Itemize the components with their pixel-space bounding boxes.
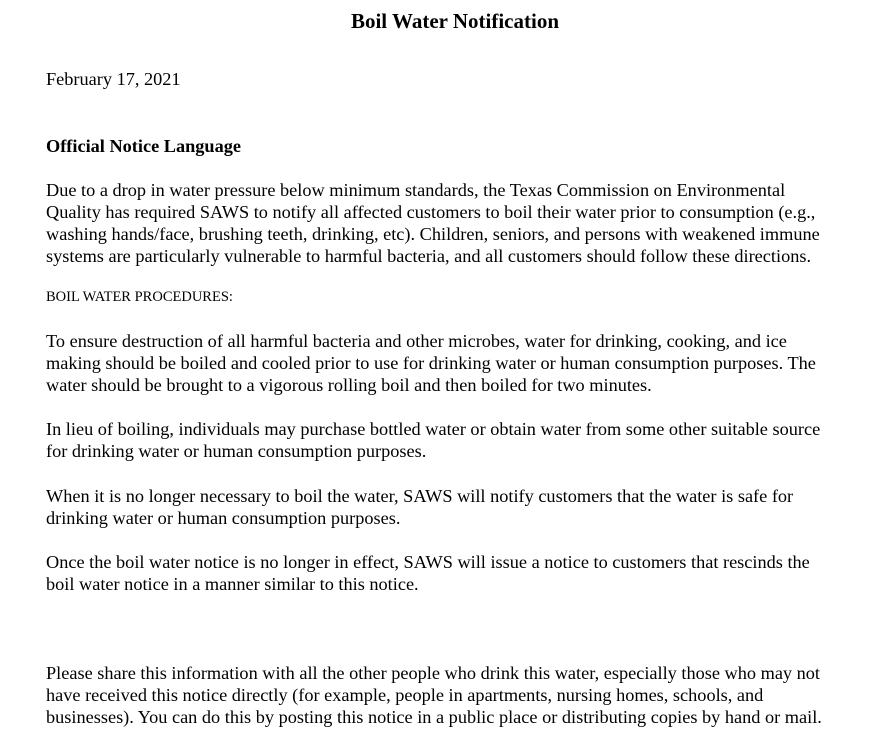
procedure-paragraph-notification (46, 485, 793, 529)
paragraph-line: drinking water or human consumption purposes. (46, 508, 401, 528)
paragraph-line: for drinking water or human consumption purposes. (46, 441, 427, 461)
procedure-paragraph-rescind (46, 551, 810, 595)
procedures-label: BOIL WATER PROCEDURES: (46, 289, 233, 305)
paragraph-line: systems are particularly vulnerable to harmful bacteria, and all customers should follow these directions. (46, 246, 812, 266)
procedure-paragraph-bottled-water (46, 418, 820, 462)
paragraph-line: When it is no longer necessary to boil the water, SAWS will notify customers that the water is safe for (46, 486, 794, 506)
intro-paragraph (46, 179, 820, 267)
paragraph-line: To ensure destruction of all harmful bacteria and other microbes, water for drinking, cooking, and ice (46, 331, 787, 351)
paragraph-line: water should be brought to a vigorous rolling boil and then boiled for two minutes. (46, 375, 652, 395)
paragraph-line: businesses). You can do this by posting this notice in a public place or distributing copies by hand or mail. (46, 707, 822, 727)
paragraph-line: Please share this information with all the other people who drink this water, especially those who may not (46, 663, 821, 683)
paragraph-line: Quality has required SAWS to notify all affected customers to boil their water prior to consumption (e.g., (46, 202, 816, 222)
notice-date: February 17, 2021 (46, 69, 181, 89)
paragraph-line: In lieu of boiling, individuals may purchase bottled water or obtain water from some other suitable source (46, 419, 821, 439)
paragraph-line: Once the boil water notice is no longer in effect, SAWS will issue a notice to customers that rescinds the (46, 552, 810, 572)
paragraph-line: boil water notice in a manner similar to this notice. (46, 574, 419, 594)
paragraph-line: have received this notice directly (for example, people in apartments, nursing homes, schools, and (46, 685, 764, 705)
paragraph-line: making should be boiled and cooled prior to use for drinking water or human consumption purposes. The (46, 353, 816, 373)
share-paragraph (46, 662, 822, 728)
paragraph-line: washing hands/face, brushing teeth, drinking, etc). Children, seniors, and persons with weakened immune (46, 224, 820, 244)
procedure-paragraph-boiling (46, 330, 816, 396)
paragraph-line: Due to a drop in water pressure below minimum standards, the Texas Commission on Environmental (46, 180, 786, 200)
section-heading: Official Notice Language (46, 136, 241, 156)
document-title: Boil Water Notification (350, 9, 560, 33)
